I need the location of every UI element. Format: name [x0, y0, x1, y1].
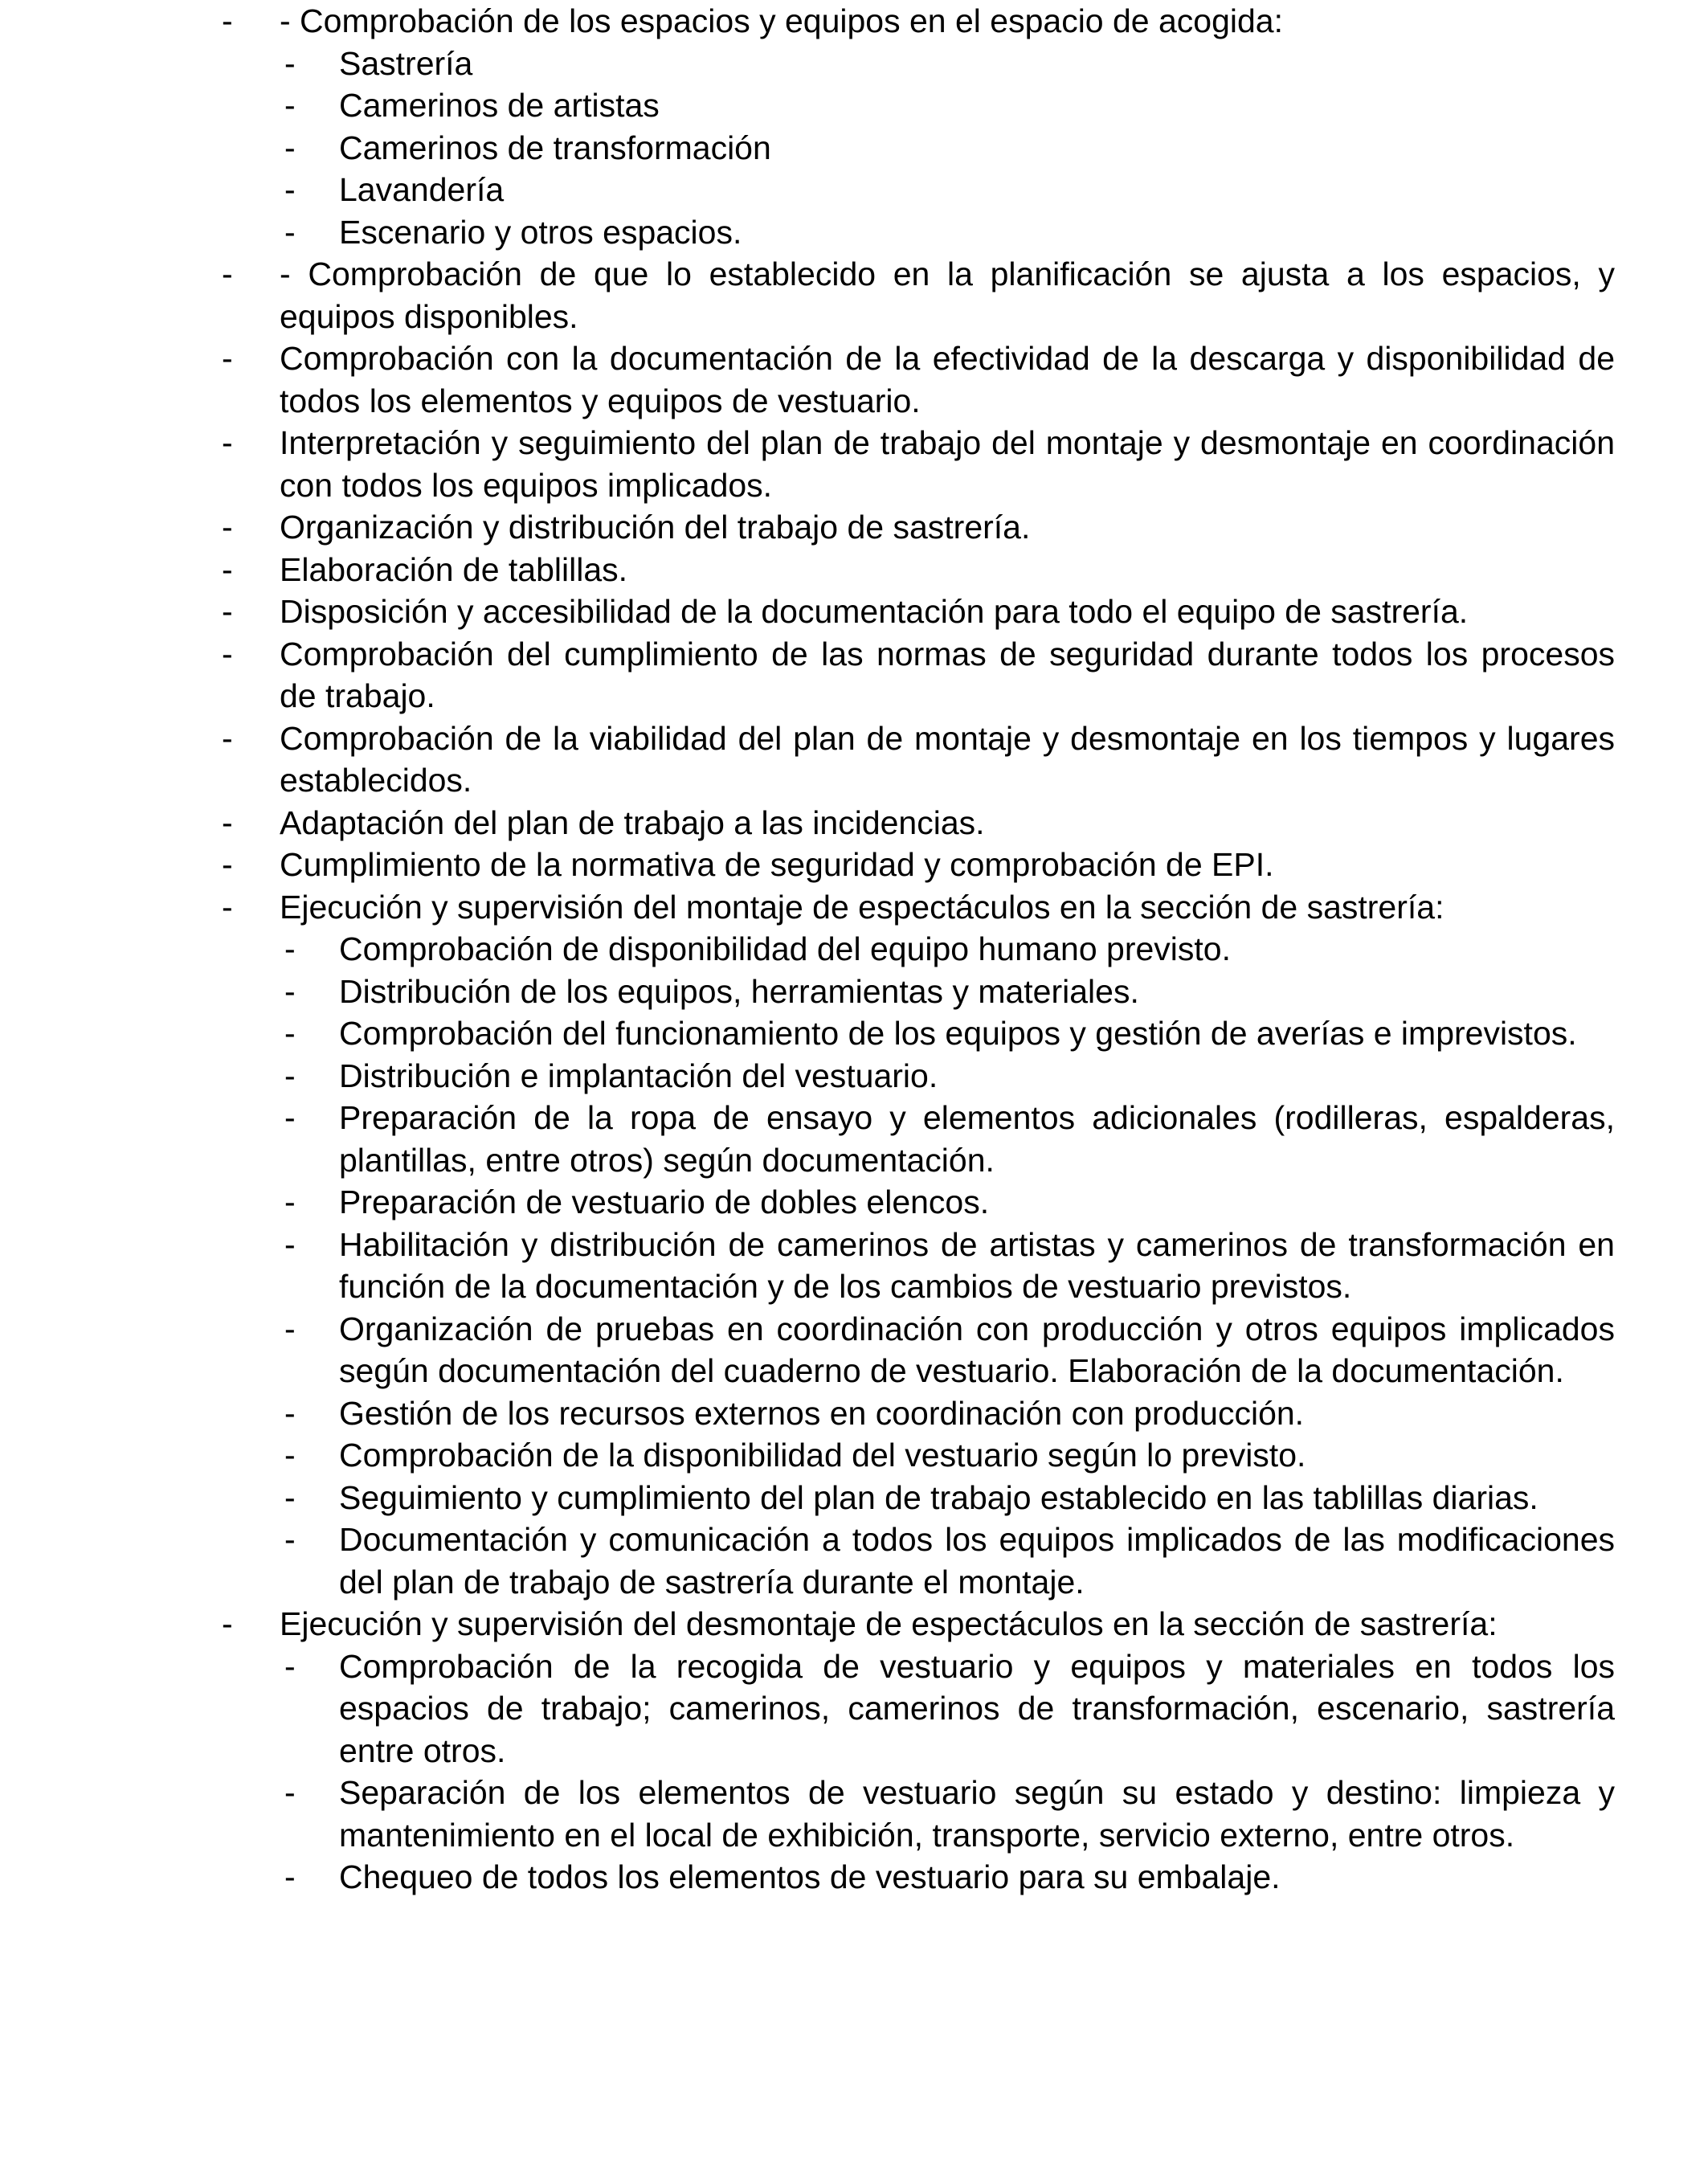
sub-list [280, 43, 1615, 254]
sub-list-item-text: Comprobación de la recogida de vestuario y equipos y materiales en todos los espacios de trabajo; camerinos, camerinos de transformación, escenario, sastrería entre otros. [339, 1647, 1615, 1769]
list-item [217, 506, 1615, 549]
sub-list-item [280, 1392, 1615, 1435]
bullet-dash: - [284, 171, 296, 208]
list-item [217, 844, 1615, 886]
bullet-dash: - [284, 1057, 296, 1094]
bullet-dash: - [222, 256, 233, 292]
bullet-dash: - [284, 1394, 296, 1432]
bullet-dash: - [222, 424, 233, 461]
bullet-dash: - [222, 846, 233, 883]
sub-list-item-text: Preparación de la ropa de ensayo y elementos adicionales (rodilleras, espalderas, plantillas, entre otros) según documentación. [339, 1099, 1615, 1179]
bullet-dash: - [284, 972, 296, 1010]
sub-list-item [280, 928, 1615, 971]
bullet-dash: - [284, 930, 296, 967]
list-item-text: - Comprobación de los espacios y equipos en el espacio de acogida: [280, 2, 1283, 39]
sub-list-item [280, 1308, 1615, 1392]
list-item [217, 337, 1615, 422]
list-item-text: Comprobación del cumplimiento de las normas de seguridad durante todos los procesos de trabajo. [280, 635, 1615, 714]
sub-list-item-text: Camerinos de transformación [339, 129, 771, 166]
sub-list-item [280, 84, 1615, 127]
list-item [217, 549, 1615, 591]
list-item-text: Disposición y accesibilidad de la documentación para todo el equipo de sastrería. [280, 593, 1469, 630]
sub-list-item [280, 1434, 1615, 1477]
sub-list-item-text: Lavandería [339, 171, 505, 208]
sub-list-item [280, 1856, 1615, 1899]
sub-list-item-text: Comprobación de la disponibilidad del vestuario según lo previsto. [339, 1437, 1306, 1474]
bullet-dash: - [284, 1647, 296, 1685]
list-item-text: Ejecución y supervisión del montaje de espectáculos en la sección de sastrería: [280, 888, 1444, 926]
sub-list-item-text: Sastrería [339, 44, 473, 82]
sub-list-item [280, 1645, 1615, 1772]
list-item-text: Elaboración de tablillas. [280, 550, 628, 588]
list-item [217, 422, 1615, 506]
sub-list-item-text: Escenario y otros espacios. [339, 213, 742, 251]
bullet-dash: - [284, 129, 296, 166]
sub-list-item [280, 1224, 1615, 1308]
list-item [217, 253, 1615, 337]
list-item [217, 591, 1615, 633]
list-item-text: Comprobación de la viabilidad del plan de montaje y desmontaje en los tiempos y lugares establecidos. [280, 719, 1615, 799]
sub-list-item-text: Organización de pruebas en coordinación con producción y otros equipos implicados según documentación del cuaderno de vestuario. Elaboración de la documentación. [339, 1310, 1615, 1389]
bullet-dash: - [284, 1858, 296, 1895]
bullet-dash: - [222, 550, 233, 588]
bullet-dash: - [222, 635, 233, 672]
sub-list-item-text: Camerinos de artistas [339, 87, 660, 124]
list-item [217, 633, 1615, 717]
list-item-text: Organización y distribución del trabajo de sastrería. [280, 509, 1031, 546]
list-item-text: Comprobación con la documentación de la efectividad de la descarga y disponibilidad de todos los elementos y equipos de vestuario. [280, 340, 1615, 419]
sub-list [280, 928, 1615, 1603]
sub-list-item-text: Documentación y comunicación a todos los equipos implicados de las modificaciones del plan de trabajo de sastrería durante el montaje. [339, 1521, 1615, 1600]
sub-list-item [280, 169, 1615, 211]
bullet-dash: - [222, 719, 233, 757]
bullet-dash: - [222, 888, 233, 926]
sub-list-item [280, 971, 1615, 1013]
list-item-text: - Comprobación de que lo establecido en la planificación se ajusta a los espacios, y equipos disponibles. [280, 256, 1615, 335]
list-item [217, 802, 1615, 844]
sub-list-item-text: Comprobación del funcionamiento de los equipos y gestión de averías e imprevistos. [339, 1015, 1577, 1052]
sub-list-item [280, 1519, 1615, 1603]
sub-list-item [280, 1181, 1615, 1224]
content-list [217, 0, 1615, 1899]
bullet-dash: - [222, 593, 233, 630]
list-item-text: Adaptación del plan de trabajo a las incidencias. [280, 803, 985, 841]
bullet-dash: - [284, 1310, 296, 1347]
bullet-dash: - [284, 1774, 296, 1811]
sub-list-item-text: Distribución de los equipos, herramientas y materiales. [339, 972, 1139, 1010]
sub-list-item [280, 43, 1615, 85]
sub-list-item-text: Chequeo de todos los elementos de vestuario para su embalaje. [339, 1858, 1281, 1895]
bullet-dash: - [284, 87, 296, 124]
list-item [217, 886, 1615, 1604]
bullet-dash: - [284, 1225, 296, 1263]
sub-list-item [280, 1012, 1615, 1055]
sub-list-item [280, 127, 1615, 170]
bullet-dash: - [222, 2, 233, 39]
list-item [217, 1603, 1615, 1899]
sub-list-item [280, 211, 1615, 254]
sub-list-item [280, 1097, 1615, 1181]
bullet-dash: - [222, 1605, 233, 1642]
bullet-dash: - [284, 213, 296, 251]
bullet-dash: - [284, 1478, 296, 1516]
sub-list-item-text: Habilitación y distribución de camerinos de artistas y camerinos de transformación en función de la documentación y de los cambios de vestuario previstos. [339, 1225, 1615, 1305]
bullet-dash: - [284, 1183, 296, 1220]
bullet-dash: - [284, 44, 296, 82]
sub-list-item [280, 1477, 1615, 1519]
sub-list-item-text: Comprobación de disponibilidad del equipo humano previsto. [339, 930, 1232, 967]
document-page [217, 0, 1615, 1899]
bullet-dash: - [222, 803, 233, 841]
sub-list [280, 1645, 1615, 1899]
bullet-dash: - [284, 1437, 296, 1474]
sub-list-item [280, 1055, 1615, 1098]
list-item-text: Cumplimiento de la normativa de seguridad y comprobación de EPI. [280, 846, 1274, 883]
sub-list-item-text: Separación de los elementos de vestuario según su estado y destino: limpieza y mantenimiento en el local de exhibición, transporte, servicio externo, entre otros. [339, 1774, 1615, 1854]
list-item [217, 0, 1615, 253]
list-item [217, 717, 1615, 802]
list-item-text: Ejecución y supervisión del desmontaje de espectáculos en la sección de sastrería: [280, 1605, 1498, 1642]
bullet-dash: - [284, 1521, 296, 1558]
bullet-dash: - [284, 1015, 296, 1052]
sub-list-item-text: Distribución e implantación del vestuario. [339, 1057, 938, 1094]
bullet-dash: - [222, 509, 233, 546]
sub-list-item-text: Seguimiento y cumplimiento del plan de trabajo establecido en las tablillas diarias. [339, 1478, 1538, 1516]
bullet-dash: - [284, 1099, 296, 1136]
sub-list-item-text: Preparación de vestuario de dobles elencos. [339, 1183, 990, 1220]
sub-list-item-text: Gestión de los recursos externos en coordinación con producción. [339, 1394, 1305, 1432]
list-item-text: Interpretación y seguimiento del plan de trabajo del montaje y desmontaje en coordinación con todos los equipos implicados. [280, 424, 1615, 504]
bullet-dash: - [222, 340, 233, 377]
sub-list-item [280, 1772, 1615, 1856]
